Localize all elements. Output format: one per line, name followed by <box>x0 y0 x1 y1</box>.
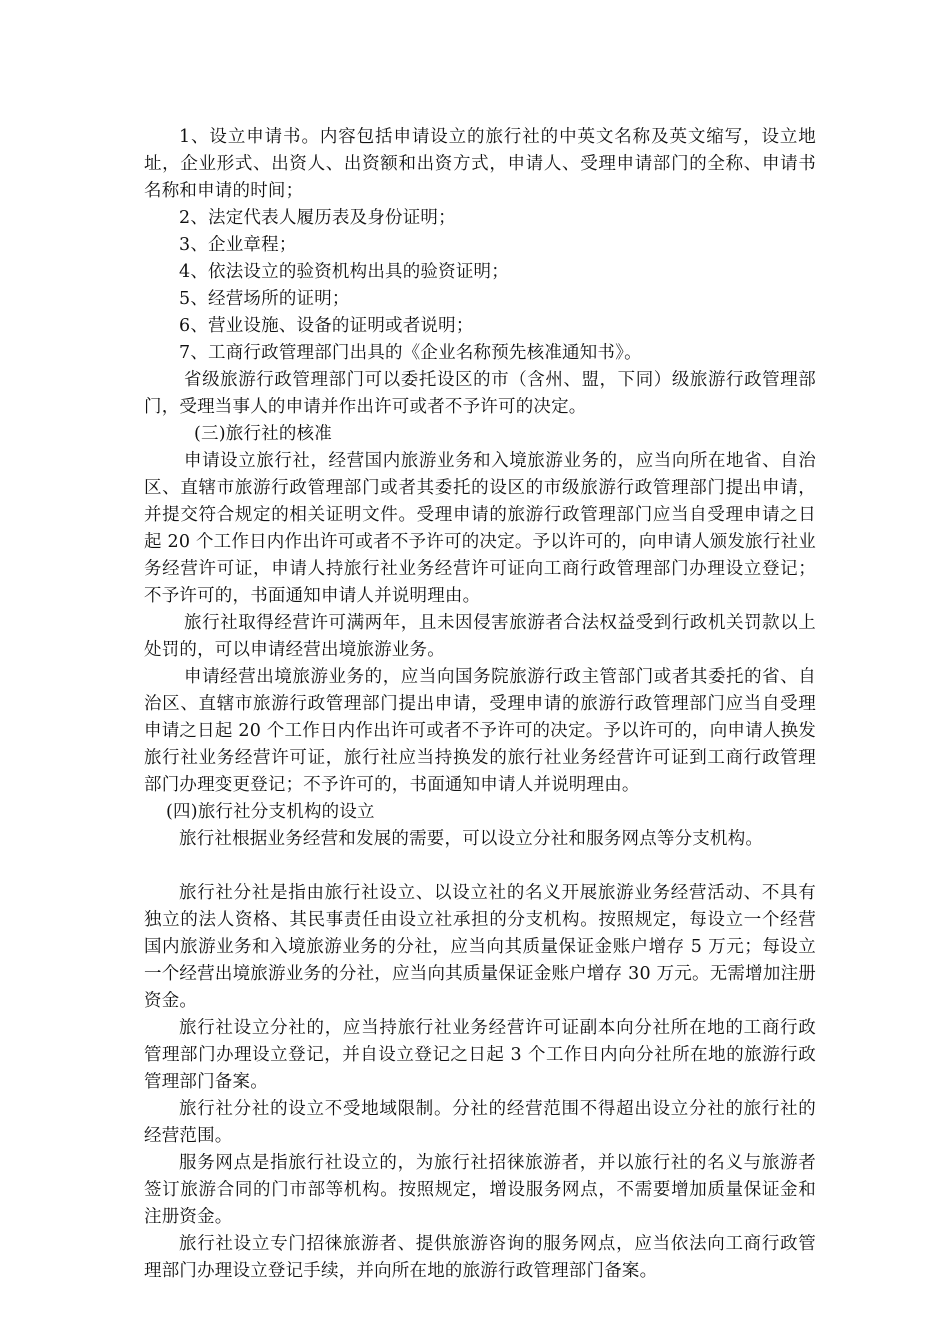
paragraph-delegation: 省级旅游行政管理部门可以委托设区的市（含州、盟，下同）级旅游行政管理部门，受理当事人的申请并作出许可或者不予许可的决定。 <box>144 370 816 417</box>
paragraph-branch-scope: 旅行社分社的设立不受地域限制。分社的经营范围不得超出设立分社的旅行社的经营范围。 <box>144 1099 816 1146</box>
section-heading-4: (四)旅行社分支机构的设立 <box>166 802 375 822</box>
paragraph-branch-registration: 旅行社设立分社的，应当持旅行社业务经营许可证副本向分社所在地的工商行政管理部门办理设立登记，并自设立登记之日起 3 个工作日内向分社所在地的旅游行政管理部门备案。 <box>144 1018 816 1092</box>
paragraph-outbound-application: 申请经营出境旅游业务的，应当向国务院旅游行政主管部门或者其委托的省、自治区、直辖市旅游行政管理部门提出申请，受理申请的旅游行政管理部门应当自受理申请之日起 20 个工作日内作出许可或者不予许可的决定。予以许可的，向申请人换发旅行社业务经营许可证，旅行社应当持换发的旅行社业务经营许可证到工商行政管理部门办理变更登记；不予许可的，书面通知申请人并说明理由。 <box>144 667 817 795</box>
paragraph-item-7: 7、工商行政管理部门出具的《企业名称预先核准通知书》。 <box>179 343 642 363</box>
paragraph-item-5: 5、经营场所的证明； <box>179 289 350 309</box>
document-body <box>144 124 816 1285</box>
paragraph-item-1: 1、设立申请书。内容包括申请设立的旅行社的中英文名称及英文缩写，设立地址，企业形式、出资人、出资额和出资方式，申请人、受理申请部门的全称、申请书名称和申请的时间； <box>144 127 816 201</box>
paragraph-item-6: 6、营业设施、设备的证明或者说明； <box>179 316 474 336</box>
paragraph-branch-intro: 旅行社根据业务经营和发展的需要，可以设立分社和服务网点等分支机构。 <box>179 829 764 849</box>
paragraph-gap <box>144 853 816 880</box>
section-heading-3: (三)旅行社的核准 <box>194 424 332 444</box>
paragraph-item-2: 2、法定代表人履历表及身份证明； <box>179 208 456 228</box>
paragraph-item-4: 4、依法设立的验资机构出具的验资证明； <box>179 262 509 282</box>
paragraph-approval: 申请设立旅行社，经营国内旅游业务和入境旅游业务的，应当向所在地省、自治区、直辖市旅游行政管理部门或者其委托的设区的市级旅游行政管理部门提出申请，并提交符合规定的相关证明文件。受理申请的旅游行政管理部门应当自受理申请之日起 20 个工作日内作出许可或者不予许可的决定。予以许可的，向申请人颁发旅行社业务经营许可证，申请人持旅行社业务经营许可证向工商行政管理部门办理设立登记；不予许可的，书面通知申请人并说明理由。 <box>144 451 817 606</box>
paragraph-item-3: 3、企业章程； <box>179 235 297 255</box>
paragraph-branch-definition: 旅行社分社是指由旅行社设立、以设立社的名义开展旅游业务经营活动、不具有独立的法人资格、其民事责任由设立社承担的分支机构。按照规定，每设立一个经营国内旅游业务和入境旅游业务的分社，应当向其质量保证金账户增存 5 万元；每设立一个经营出境旅游业务的分社，应当向其质量保证金账户增存 30 万元。无需增加注册资金。 <box>144 883 816 1011</box>
paragraph-outbound-eligibility: 旅行社取得经营许可满两年，且未因侵害旅游者合法权益受到行政机关罚款以上处罚的，可以申请经营出境旅游业务。 <box>144 613 816 660</box>
paragraph-service-outlet-registration: 旅行社设立专门招徕旅游者、提供旅游咨询的服务网点，应当依法向工商行政管理部门办理设立登记手续，并向所在地的旅游行政管理部门备案。 <box>144 1234 816 1281</box>
paragraph-service-outlet: 服务网点是指旅行社设立的，为旅行社招徕旅游者，并以旅行社的名义与旅游者签订旅游合同的门市部等机构。按照规定，增设服务网点，不需要增加质量保证金和注册资金。 <box>144 1153 816 1227</box>
